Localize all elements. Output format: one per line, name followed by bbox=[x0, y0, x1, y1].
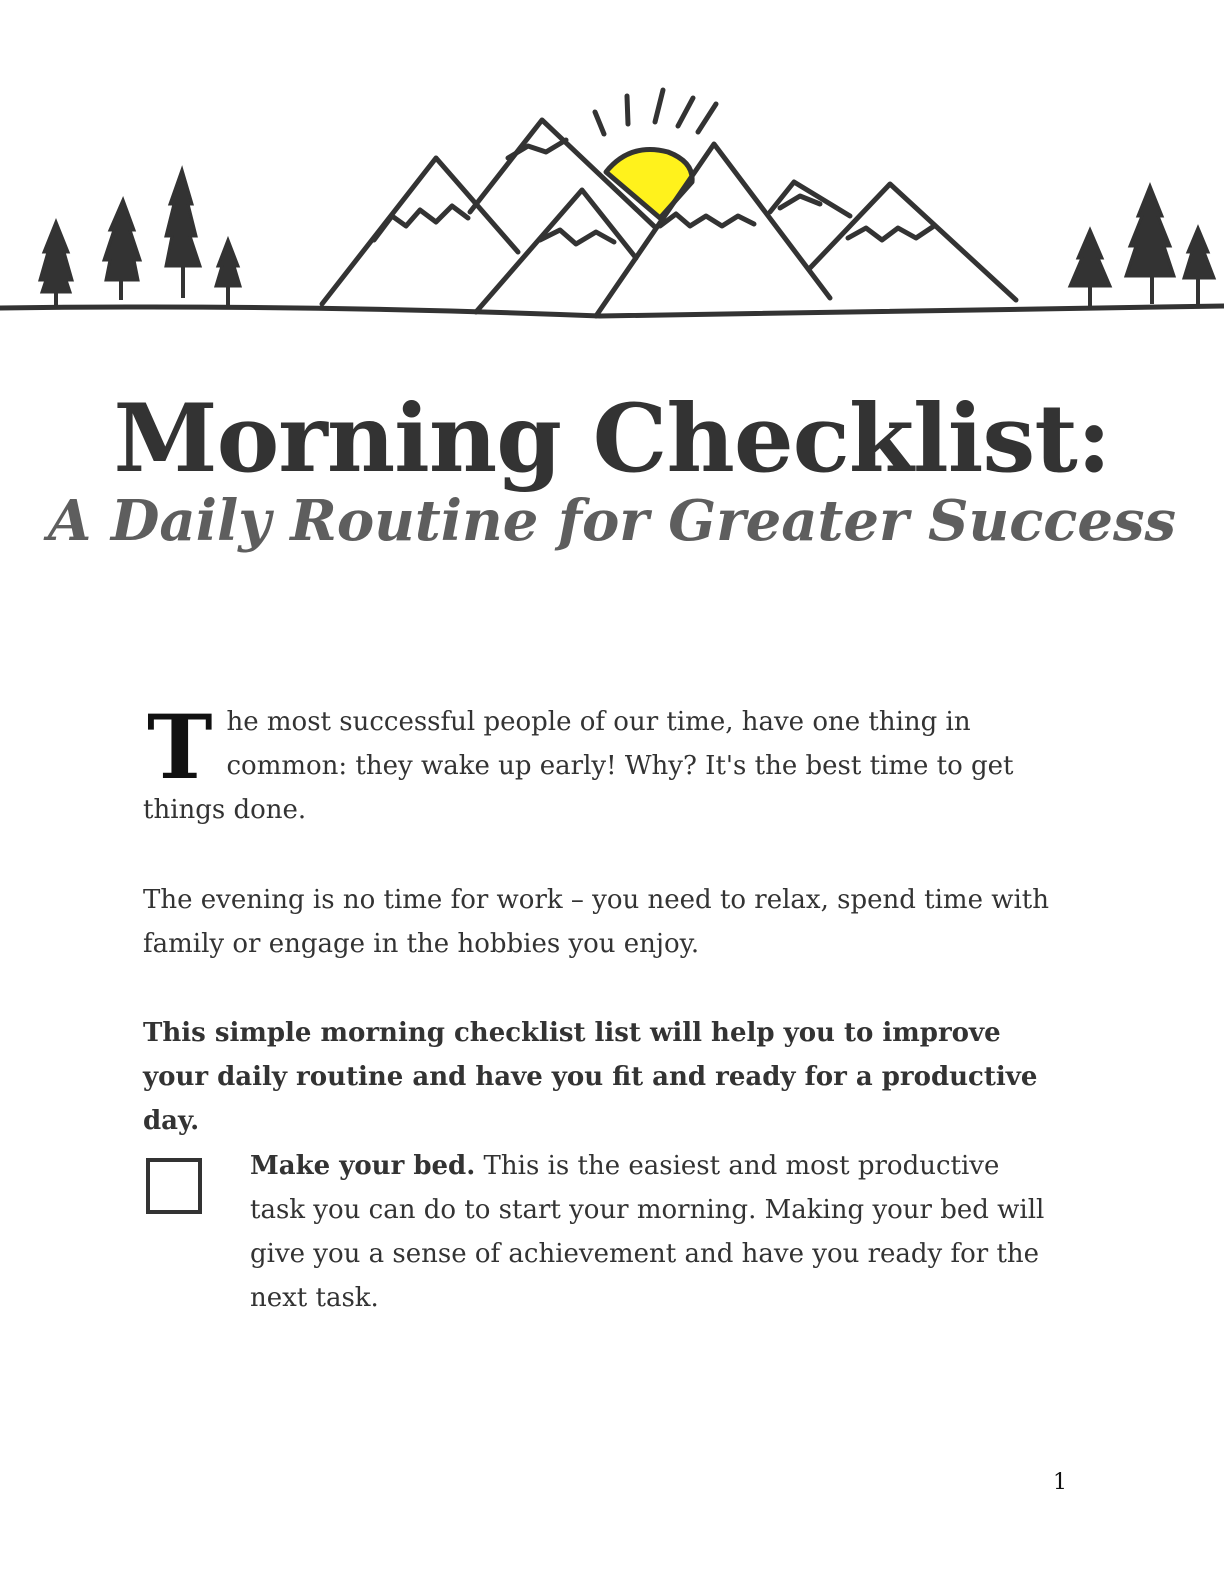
checklist-checkbox[interactable] bbox=[146, 1158, 202, 1214]
sun-ray-icon bbox=[627, 96, 628, 124]
page-title: Morning Checklist: bbox=[113, 384, 1111, 494]
mountain-icon bbox=[540, 230, 614, 244]
mountain-icon bbox=[848, 226, 934, 240]
tree-icon bbox=[166, 170, 200, 266]
mountain-icon bbox=[322, 158, 518, 304]
mountain-sunrise-illustration bbox=[0, 80, 1224, 330]
intro-paragraph-2: The evening is no time for work – you need to relax, spend time with family or engage in the hobbies you enjoy. bbox=[143, 885, 1049, 959]
tree-icon bbox=[1070, 230, 1110, 286]
tree-icon bbox=[1184, 228, 1214, 278]
tree-icon bbox=[104, 200, 140, 280]
mountain-icon bbox=[660, 214, 754, 226]
checklist-item-title: Make your bed. bbox=[250, 1151, 476, 1181]
intro-paragraph-3: This simple morning checklist list will help you to improve your daily routine and have you fit and ready for a productive day. bbox=[143, 1018, 1038, 1136]
sun-ray-icon bbox=[595, 112, 604, 134]
mountain-icon bbox=[810, 184, 1016, 300]
sun-ray-icon bbox=[678, 98, 693, 126]
page-subtitle: A Daily Routine for Greater Success bbox=[47, 488, 1177, 554]
tree-icon bbox=[216, 240, 240, 286]
checklist-item-text bbox=[250, 1144, 1055, 1320]
mountain-icon bbox=[374, 206, 468, 240]
mountain-icon bbox=[780, 196, 820, 208]
tree-icon bbox=[1126, 186, 1174, 276]
sun-ray-icon bbox=[655, 90, 663, 122]
intro-paragraph-1 bbox=[143, 695, 1063, 832]
page-number: 1 bbox=[1053, 1470, 1067, 1495]
checklist-item-description: This is the easiest and most productive task you can do to start your morning. Making your bed will give you a sense of achievement and have you ready for the next task. bbox=[250, 1151, 1045, 1313]
intro-paragraph-1-text: he most successful people of our time, have one thing in common: they wake up early! Why? It's the best time to get things done. bbox=[143, 707, 1014, 825]
drop-cap: T bbox=[147, 695, 213, 799]
tree-icon bbox=[40, 222, 72, 292]
ground-line bbox=[0, 306, 1224, 316]
sun-ray-icon bbox=[698, 104, 716, 132]
sun-icon bbox=[606, 150, 692, 219]
